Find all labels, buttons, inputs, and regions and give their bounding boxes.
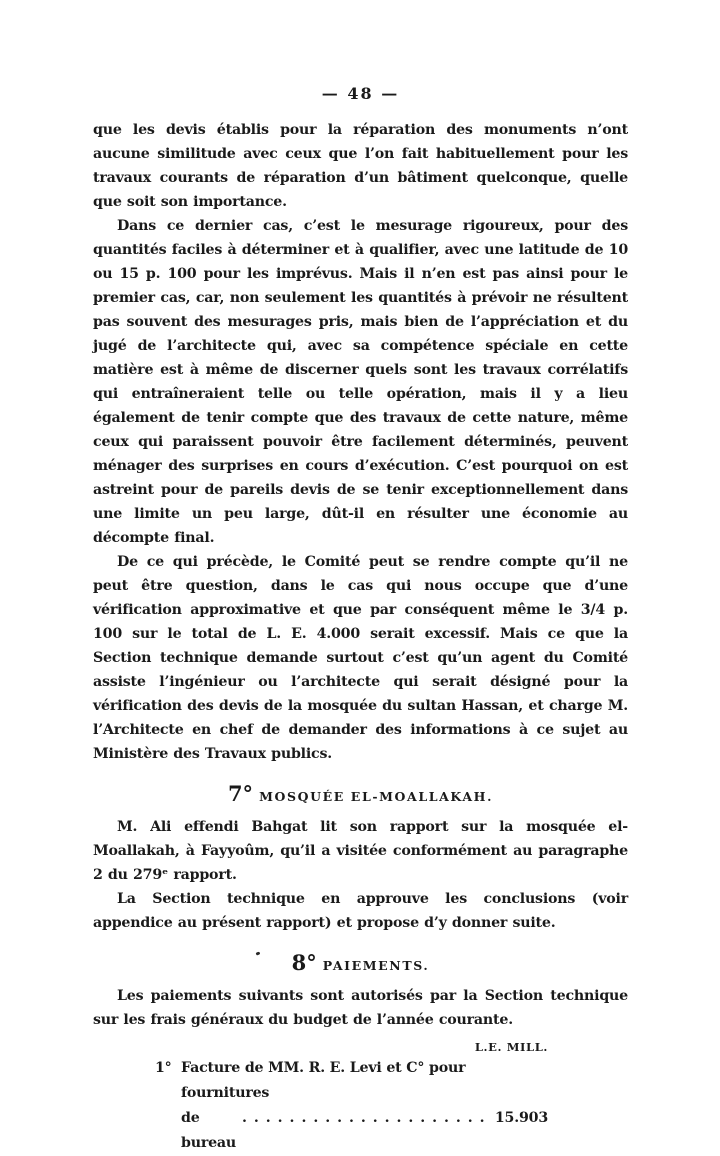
- payment-item-line2: [181, 1106, 548, 1156]
- payments-list: [155, 1056, 548, 1156]
- currency-column-header: L.E. MILL.: [474, 1040, 548, 1054]
- section-heading-moallakah: [93, 781, 628, 806]
- payment-item-number: 1°: [155, 1060, 172, 1076]
- section-heading-paiements: [93, 950, 628, 975]
- payment-item-description-cont: de bureau: [181, 1110, 237, 1151]
- section-title: PAIEMENTS.: [322, 958, 430, 973]
- section-title: MOSQUÉE EL-MOALLAKAH.: [259, 789, 494, 804]
- paragraph-bahgat: M. Ali effendi Bahgat lit son rapport sur la mosquée el-Moallakah, à Fayyoûm, qu’il a visitée conformément au paragraphe 2 du 279ᵉ rapport.: [93, 819, 628, 883]
- section-number: 7°: [227, 781, 254, 806]
- paragraph-paiements: Les paiements suivants sont autorisés par la Section technique sur les frais généraux du budget de l’année courante.: [93, 988, 628, 1028]
- paragraph-dernier-cas: Dans ce dernier cas, c’est le mesurage rigoureux, pour des quantités faciles à déterminer et à qualifier, avec une latitude de 10 ou 15 p. 100 pour les imprévus. Mais il n’en est pas ainsi pour le premier cas, car, non seulement les quantités à prévoir ne résultent pas souvent des mesurages pris, mais bien de l’appréciation et du jugé de l’architecte qui, avec sa compétence spéciale en cette matière est à même de discerner quels sont les travaux corrélatifs qui entraîneraient telle ou telle opération, mais il y a lieu également de tenir compte que des travaux de cette nature, même ceux qui paraissent pouvoir être facilement déterminés, peuvent ménager des surprises en cours d’exécution. C’est pourquoi on est astreint pour de pareils devis de se tenir exceptionnellement dans une limite un peu large, dût-il en résulter une économie au décompte final.: [93, 218, 628, 546]
- dot-leader: [242, 1106, 489, 1131]
- payment-item-description: Facture de MM. R. E. Levi et C° pour fournitures: [181, 1060, 466, 1101]
- paragraph-comite: De ce qui précède, le Comité peut se rendre compte qu’il ne peut être question, dans le cas qui nous occupe que d’une vérification approximative et que par conséquent même le 3/4 p. 100 sur le total de L. E. 4.000 serait excessif. Mais ce que la Section technique demande surtout c’est qu’un agent du Comité assiste l’ingénieur ou l’architecte qui serait désigné pour la vérification des devis de la mosquée du sultan Hassan, et charge M. l’Architecte en chef de demander des informations à ce sujet au Ministère des Travaux publics.: [93, 554, 628, 762]
- paragraph-conclusions: La Section technique en approuve les conclusions (voir appendice au présent rapport) et propose d’y donner suite.: [93, 891, 628, 931]
- section-number: 8°: [291, 950, 317, 975]
- ink-speck-artifact: [255, 951, 260, 955]
- payment-item-amount: 15.903: [494, 1110, 548, 1126]
- paragraph-continuation: que les devis établis pour la réparation des monuments n’ont aucune similitude avec ceux que l’on fait habituellement pour les travaux courants de réparation d’un bâtiment quelconque, quelle que soit son importance.: [93, 122, 628, 210]
- page-number: — 48 —: [321, 84, 400, 103]
- payment-item-line1: [155, 1056, 548, 1106]
